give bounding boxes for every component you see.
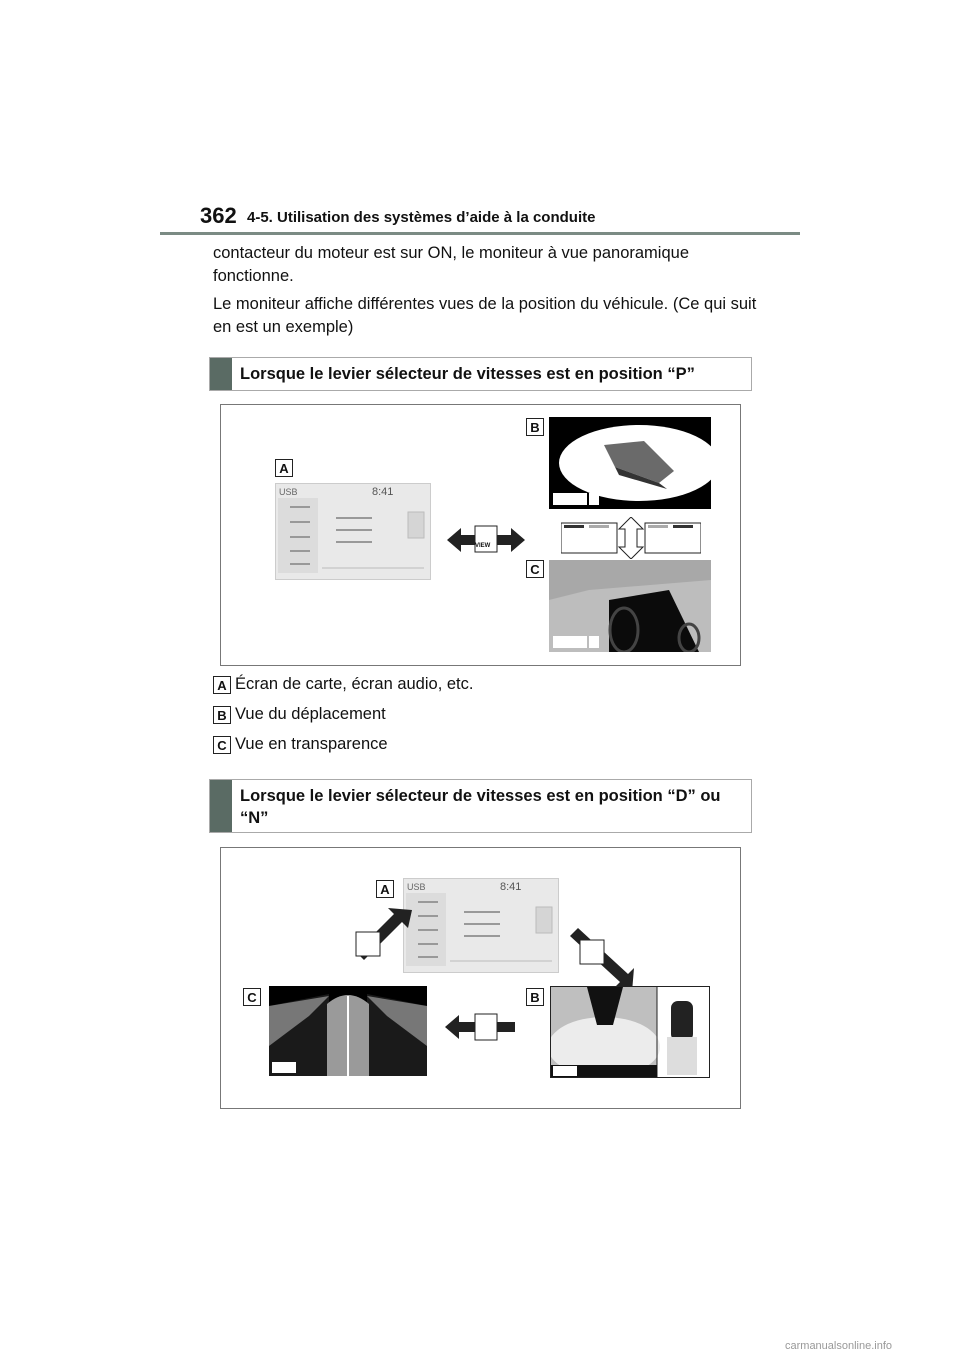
icon-toggle-row (561, 517, 701, 559)
audio-screen-graphic (276, 484, 430, 579)
front-wide-graphic (269, 986, 427, 1076)
audio-screen-graphic-2 (404, 879, 558, 972)
legend-text-c: Vue en transparence (235, 735, 388, 753)
page-number: 362 (200, 203, 237, 228)
view-arrow-horizontal (447, 522, 525, 558)
figure-position-p (220, 404, 741, 666)
view-button-label: VIEW (475, 543, 491, 549)
label-c-2: C (243, 988, 261, 1006)
clock: 8:41 (372, 486, 394, 498)
legend-badge-a: A (213, 676, 231, 694)
legend-text-b: Vue du déplacement (235, 705, 386, 723)
figure-position-dn (220, 847, 741, 1109)
label-b: B (526, 418, 544, 436)
moving-view-graphic (549, 417, 711, 509)
see-through-screen (549, 560, 711, 652)
front-wide-screen (269, 986, 427, 1076)
intro-paragraph-2: Le moniteur affiche différentes vues de la position du véhicule. (Ce qui suit en est un exemple) (213, 295, 757, 336)
audio-screen-2 (403, 878, 559, 973)
audio-source: USB (279, 487, 298, 497)
moving-view-screen (549, 417, 711, 509)
banner-position-dn-text: Lorsque le levier sélecteur de vitesses est en position “D” ou “N” (240, 787, 721, 827)
legend-badge-b: B (213, 706, 231, 724)
audio-screen (275, 483, 431, 580)
see-through-graphic (549, 560, 711, 652)
label-c: C (526, 560, 544, 578)
moving-top-screen (550, 986, 710, 1078)
moving-top-graphic (551, 987, 709, 1077)
label-a-2: A (376, 880, 394, 898)
label-a: A (275, 459, 293, 477)
footer-watermark: carmanualsonline.info (785, 1340, 893, 1352)
legend-badge-c: C (213, 736, 231, 754)
banner-position-p-text: Lorsque le levier sélecteur de vitesses est en position “P” (240, 365, 695, 383)
section-title: 4-5. Utilisation des systèmes d’aide à la conduite (247, 209, 596, 226)
view-arrow-left (445, 1010, 515, 1044)
view-arrow-up-left (346, 906, 416, 976)
banner-position-p (209, 357, 752, 391)
label-b-2: B (526, 988, 544, 1006)
clock-2: 8:41 (500, 881, 522, 893)
legend-text-a: Écran de carte, écran audio, etc. (235, 675, 474, 693)
header-rule (160, 232, 800, 235)
banner-position-dn (209, 779, 752, 833)
intro-paragraph-1: contacteur du moteur est sur ON, le moniteur à vue panoramique fonctionne. (213, 244, 689, 285)
audio-source-2: USB (407, 882, 426, 892)
